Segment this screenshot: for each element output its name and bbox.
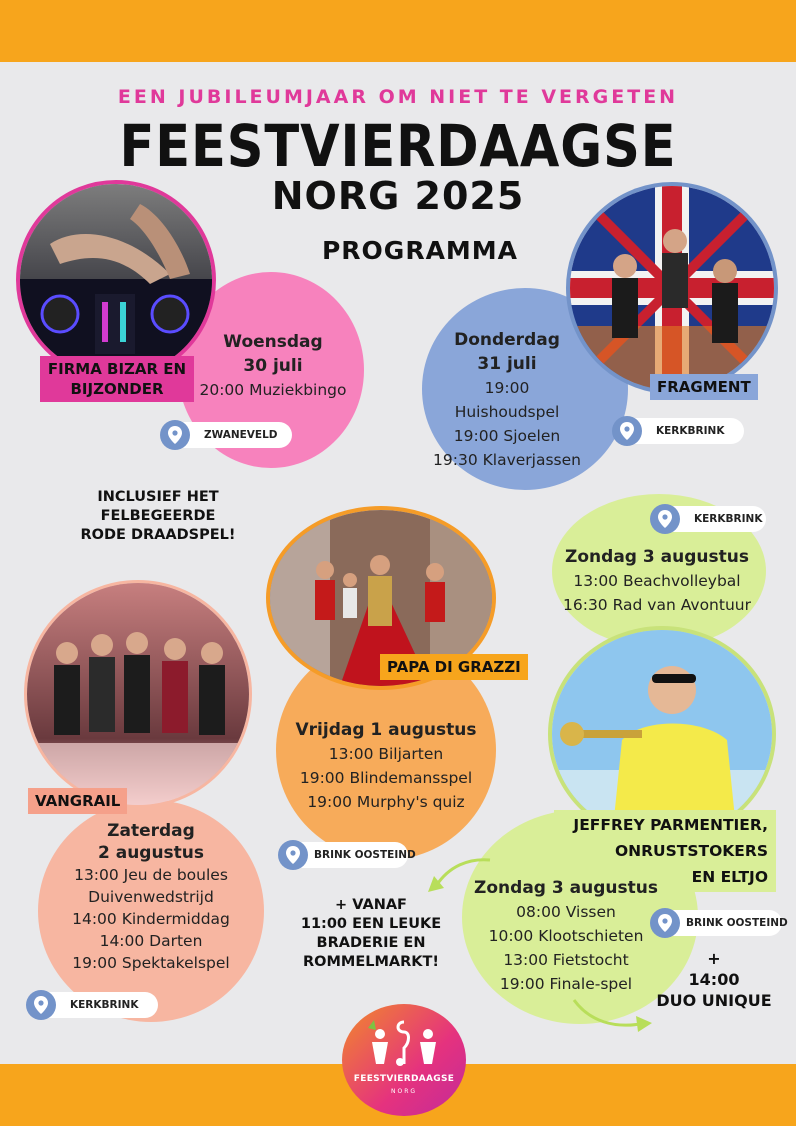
location-pin-icon [26, 990, 56, 1020]
dancing-people-icon [366, 1018, 442, 1068]
logo-subtext: NORG [390, 1088, 418, 1095]
note-line: RODE DRAADSPEL! [80, 527, 236, 543]
note-duo-unique [652, 948, 776, 1011]
vangrail-band-image [27, 583, 249, 805]
donderdag-info [432, 328, 582, 472]
note-line: + VANAF [335, 897, 407, 913]
act-name: VANGRAIL [35, 792, 121, 810]
vrijdag-info [286, 718, 486, 814]
jeffrey-trumpet-image [552, 630, 772, 838]
program-heading: PROGRAMMA [321, 236, 519, 265]
event-day: Vrijdag 1 augustus [295, 720, 477, 740]
event-item: 10:00 Klootschieten [488, 927, 644, 945]
event-date: 30 juli [243, 356, 303, 376]
event-item: 14:00 Darten [99, 932, 203, 950]
location-text: ZWANEVELD [204, 429, 278, 441]
event-day: Zondag 3 augustus [474, 878, 658, 898]
event-item: 19:00 Spektakelspel [72, 954, 230, 972]
dj-photo [16, 180, 216, 380]
location-brink-oosteind-vrijdag [282, 842, 416, 868]
note-line: ROMMELMARKT! [302, 954, 440, 970]
event-item: 19:00 Sjoelen [453, 427, 561, 445]
note-braderie [296, 896, 446, 972]
zaterdag-info [48, 820, 254, 974]
location-kerkbrink-donderdag [616, 418, 744, 444]
event-item: 19:00 Huishoudspel [454, 379, 560, 421]
event-date: 31 juli [477, 354, 537, 374]
location-pin-icon [650, 908, 680, 938]
arrow-right-icon [570, 996, 656, 1036]
vangrail-photo [24, 580, 252, 808]
act-name: JEFFREY PARMENTIER, [573, 816, 768, 834]
act-name: PAPA DI GRAZZI [387, 658, 521, 676]
event-item: 13:00 Fietstocht [503, 951, 629, 969]
location-kerkbrink-zaterdag [30, 992, 158, 1018]
location-pin-icon [160, 420, 190, 450]
location-pin-icon [612, 416, 642, 446]
woensdag-info [188, 330, 358, 402]
fragment-photo [566, 182, 778, 394]
location-brink-oosteind-zondag [654, 910, 788, 936]
event-item: 13:00 Biljarten [328, 745, 444, 763]
act-name: ONRUSTSTOKERS [614, 842, 768, 860]
act-name: EN ELTJO [691, 868, 768, 886]
event-item: 19:00 Blindemansspel [299, 769, 473, 787]
subtitle: EEN JUBILEUMJAAR OM NIET TE VERGETEN [117, 86, 679, 108]
event-item: Duivenwedstrijd [88, 888, 214, 906]
event-item: 19:00 Finale-spel [499, 975, 633, 993]
location-pin-icon [650, 504, 680, 534]
event-date: 2 augustus [97, 843, 205, 863]
location-kerkbrink-zondag [654, 506, 766, 532]
feestvierdaagse-logo [342, 1004, 466, 1116]
zondag-a-info [552, 545, 762, 617]
note-line: DUO UNIQUE [656, 991, 772, 1010]
arrow-left-icon [424, 852, 494, 898]
note-line: BRADERIE EN [316, 935, 426, 951]
event-item: 16:30 Rad van Avontuur [563, 596, 751, 614]
event-item: 19:00 Murphy's quiz [307, 793, 465, 811]
location-pin-icon [278, 840, 308, 870]
event-item: 20:00 Muziekbingo [199, 381, 347, 399]
location-text: BRINK OOSTEIND [314, 849, 416, 861]
location-zwaneveld [164, 422, 292, 448]
event-day: Zondag 3 augustus [565, 547, 749, 567]
event-day: Donderdag [454, 330, 560, 350]
act-name: FIRMA BIZAR EN BIJZONDER [47, 360, 187, 398]
event-item: 19:30 Klaverjassen [433, 451, 581, 469]
note-line: + [707, 949, 721, 968]
note-rode-draad [60, 488, 256, 545]
page-title-year: NORG 2025 [271, 174, 525, 218]
note-line: FELBEGEERDE [100, 508, 216, 524]
event-item: 13:00 Jeu de boules [74, 866, 228, 884]
event-item: 08:00 Vissen [516, 903, 616, 921]
act-label-fragment [650, 374, 758, 400]
act-name: FRAGMENT [657, 378, 751, 396]
fragment-band-image [570, 186, 774, 390]
note-line: 14:00 [688, 970, 740, 989]
note-line: INCLUSIEF HET [97, 489, 219, 505]
act-label-vangrail [28, 788, 127, 814]
event-day: Zaterdag [107, 821, 195, 841]
location-text: KERKBRINK [656, 425, 725, 437]
act-label-papa-di-grazzi [380, 654, 528, 680]
event-item: 13:00 Beachvolleybal [573, 572, 741, 590]
note-line: 11:00 EEN LEUKE [300, 916, 442, 932]
location-text: KERKBRINK [70, 999, 139, 1011]
logo-text: FEESTVIERDAAGSE [353, 1074, 455, 1084]
location-text: BRINK OOSTEIND [686, 917, 788, 929]
event-item: 14:00 Kindermiddag [72, 910, 230, 928]
location-text: KERKBRINK [694, 513, 763, 525]
dj-mixer-image [20, 184, 212, 376]
act-label-firma-bizar [40, 356, 194, 402]
page-title: FEESTVIERDAAGSE [119, 112, 677, 180]
event-day: Woensdag [223, 332, 323, 352]
zondag-b-info [468, 876, 664, 996]
